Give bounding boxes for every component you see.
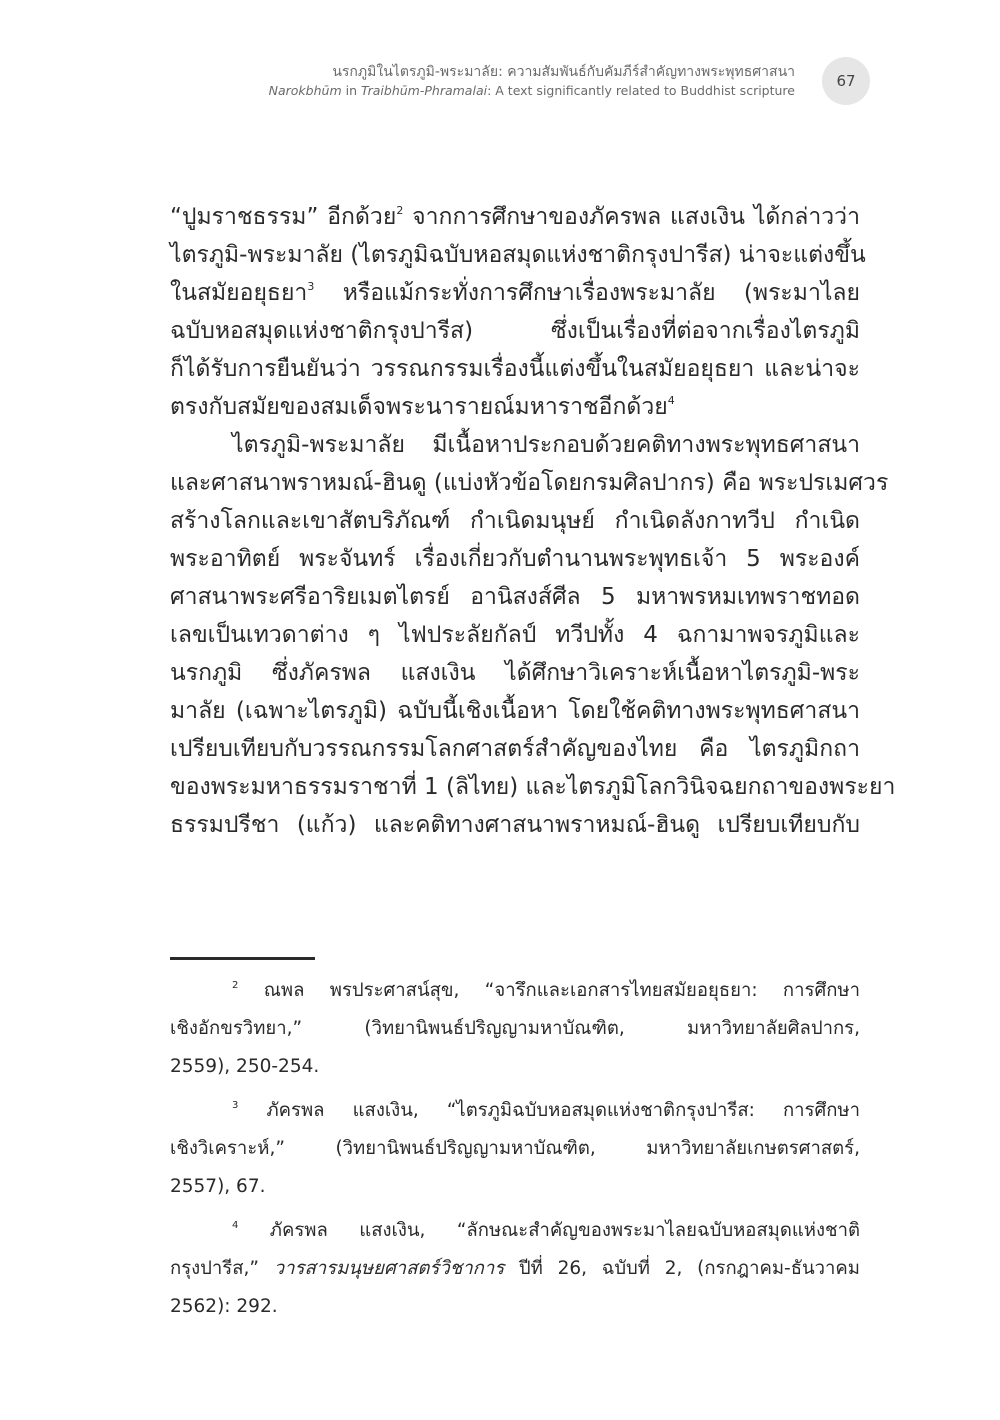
- footnote-number: 3: [232, 1100, 239, 1111]
- running-header-thai: นรกภูมิในไตรภูมิ-พระมาลัย: ความสัมพันธ์กับคัมภีร์สำคัญทางพระพุทธศาสนา: [332, 64, 795, 80]
- footnote-line: 2559), 250-254.: [170, 1056, 320, 1077]
- footnote-line: [170, 972, 860, 1010]
- journal-title: วารสารมนุษยศาสตร์วิชาการ: [273, 1258, 505, 1279]
- footnote-line: เชิงวิเคราะห์,” (วิทยานิพนธ์ปริญญามหาบัณฑิต, มหาวิทยาลัยเกษตรศาสตร์,: [170, 1138, 860, 1159]
- body-line: ไตรภูมิ-พระมาลัย (ไตรภูมิฉบับหอสมุดแห่งชาติกรุงปารีส) น่าจะแต่งขึ้น: [170, 242, 866, 268]
- text-span: ภัครพล แสงเงิน, “ลักษณะสำคัญของพระมาไลยฉบับหอสมุดแห่งชาติ: [238, 1220, 860, 1241]
- footnote-number: 2: [232, 980, 239, 991]
- body-line: [170, 274, 860, 312]
- body-line: เปรียบเทียบกับวรรณกรรมโลกศาสตร์สำคัญของไทย คือ ไตรภูมิกถา: [170, 736, 860, 762]
- body-line: [170, 388, 860, 426]
- body-line: [170, 198, 860, 236]
- body-line: สร้างโลกและเขาสัตบริภัณฑ์ กำเนิดมนุษย์ กำเนิดลังกาทวีป กำเนิด: [170, 508, 860, 534]
- footnote-number: 4: [232, 1220, 239, 1231]
- body-line: ของพระมหาธรรมราชาที่ 1 (ลิไทย) และไตรภูมิโลกวินิจฉยกถาของพระยา: [170, 774, 896, 800]
- footnotes: [170, 972, 860, 1332]
- body-text: [170, 198, 896, 844]
- text-span: จากการศึกษาของภัครพล แสงเงิน ได้กล่าวว่า: [403, 204, 861, 230]
- footnote-ref-4: 4: [667, 394, 675, 407]
- text-span: ปีที่ 26, ฉบับที่ 2, (กรกฎาคม-ธันวาคม: [504, 1258, 860, 1279]
- body-line: และศาสนาพราหมณ์-ฮินดู (แบ่งหัวข้อโดยกรมศิลปากร) คือ พระปรเมศวร: [170, 470, 889, 496]
- footnote-line: [170, 1212, 860, 1250]
- footnote-separator: [170, 957, 315, 960]
- text-span: “ปูมราชธรรม” อีกด้วย: [170, 204, 397, 230]
- header-connector: in: [341, 83, 361, 98]
- text-span: หรือแม้กระทั่งการศึกษาเรื่องพระมาลัย (พระมาไลย: [314, 280, 860, 306]
- body-line: มาลัย (เฉพาะไตรภูมิ) ฉบับนี้เชิงเนื้อหา โดยใช้คติทางพระพุทธศาสนา: [170, 698, 860, 724]
- footnote-line: [170, 1250, 860, 1288]
- footnote-2: [170, 972, 860, 1086]
- body-line: ธรรมปรีชา (แก้ว) และคติทางศาสนาพราหมณ์-ฮินดู เปรียบเทียบกับ: [170, 812, 860, 838]
- footnote-ref-3: 3: [307, 280, 315, 293]
- footnote-line: 2557), 67.: [170, 1176, 266, 1197]
- body-line: พระอาทิตย์ พระจันทร์ เรื่องเกี่ยวกับตำนานพระพุทธเจ้า 5 พระองค์: [170, 546, 860, 572]
- body-line: ศาสนาพระศรีอาริยเมตไตรย์ อานิสงส์ศีล 5 มหาพรหมเทพราชทอด: [170, 584, 860, 610]
- header-subtitle: : A text significantly related to Buddhist scripture: [487, 83, 795, 98]
- footnote-3: [170, 1092, 860, 1206]
- text-span: กรุงปารีส,”: [170, 1258, 274, 1279]
- body-line: นรกภูมิ ซึ่งภัครพล แสงเงิน ได้ศึกษาวิเคราะห์เนื้อหาไตรภูมิ-พระ: [170, 660, 860, 686]
- text-span: ตรงกับสมัยของสมเด็จพระนารายณ์มหาราชอีกด้วย: [170, 394, 668, 420]
- text-span: ณพล พรประศาสน์สุข, “จารึกและเอกสารไทยสมัยอยุธยา: การศึกษา: [238, 980, 860, 1001]
- text-span: ในสมัยอยุธยา: [170, 280, 308, 306]
- body-line: ไตรภูมิ-พระมาลัย มีเนื้อหาประกอบด้วยคติทางพระพุทธศาสนา: [232, 432, 860, 458]
- header-italic-title-1: Narokbhūm: [268, 83, 342, 98]
- text-span: ภัครพล แสงเงิน, “ไตรภูมิฉบับหอสมุดแห่งชาติกรุงปารีส: การศึกษา: [238, 1100, 860, 1121]
- footnote-ref-2: 2: [396, 204, 404, 217]
- body-line: ฉบับหอสมุดแห่งชาติกรุงปารีส) ซึ่งเป็นเรื่องที่ต่อจากเรื่องไตรภูมิ: [170, 318, 860, 344]
- footnote-line: [170, 1092, 860, 1130]
- footnote-4: [170, 1212, 860, 1326]
- footnote-line: เชิงอักขรวิทยา,” (วิทยานิพนธ์ปริญญามหาบัณฑิต, มหาวิทยาลัยศิลปากร,: [170, 1018, 860, 1039]
- running-header-english: [250, 82, 795, 100]
- header-italic-title-2: Traibhūm-Phramalai: [360, 83, 488, 98]
- footnote-line: 2562): 292.: [170, 1296, 278, 1317]
- page-number: 67: [822, 57, 870, 105]
- running-header: [250, 62, 795, 100]
- body-line: เลขเป็นเทวดาต่าง ๆ ไฟประลัยกัลป์ ทวีปทั้ง 4 ฉกามาพจรภูมิและ: [170, 622, 860, 648]
- body-line: ก็ได้รับการยืนยันว่า วรรณกรรมเรื่องนี้แต่งขึ้นในสมัยอยุธยา และน่าจะ: [170, 356, 860, 382]
